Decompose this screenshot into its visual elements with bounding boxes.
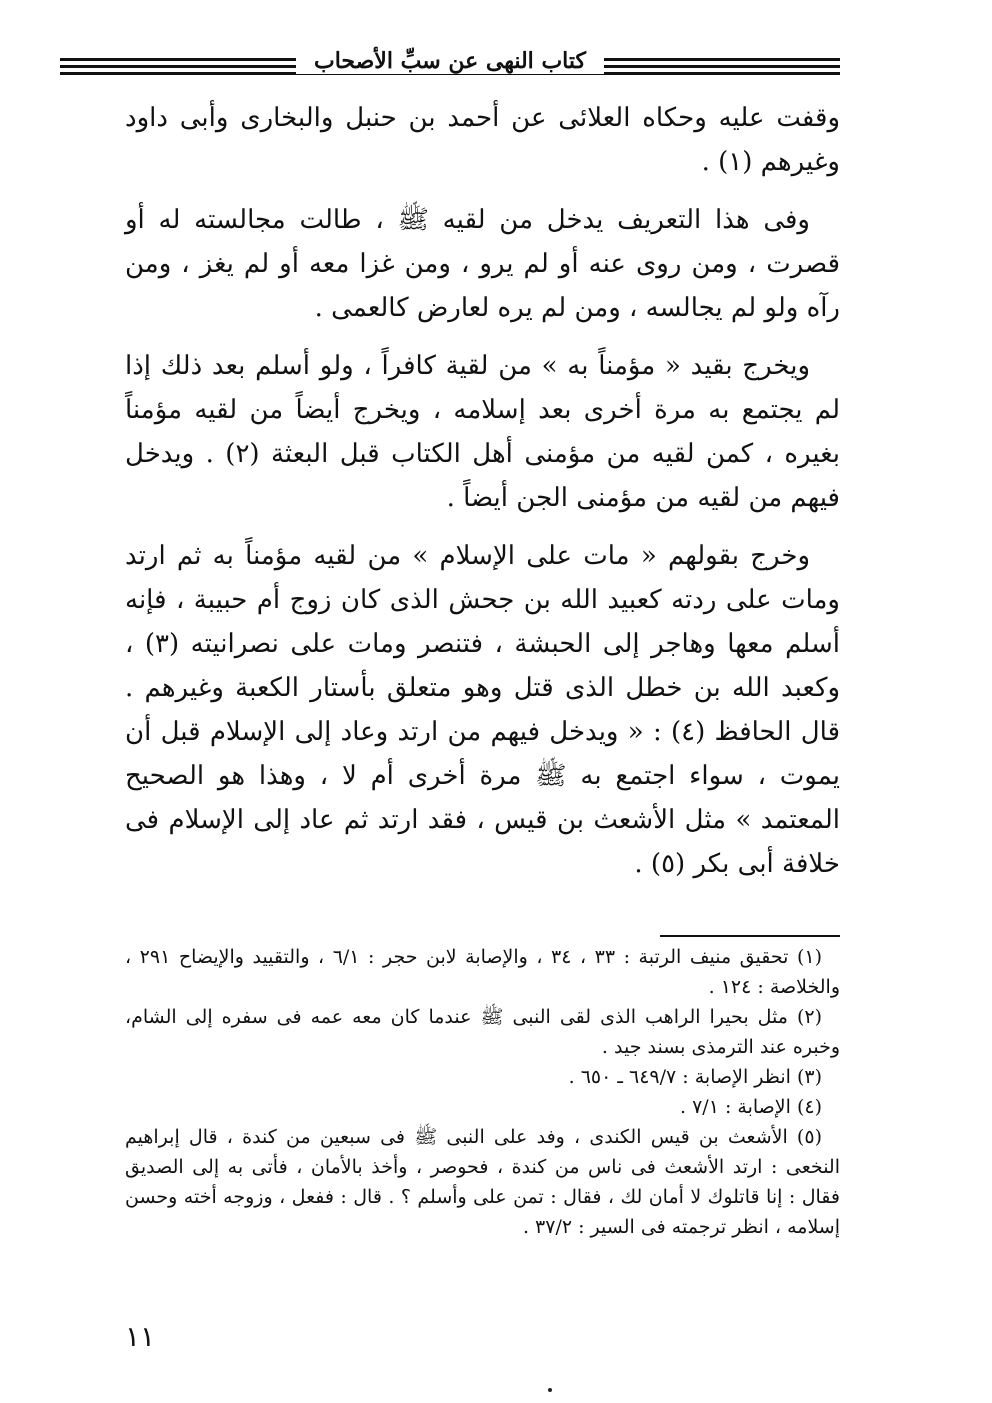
paragraph: ويخرج بقيد « مؤمناً به » من لقية كافراً ، ولو أسلم بعد ذلك إذا لم يجتمع به مرة أخرى بعد إسلامه ، ويخرج أيضاً من لقيه مؤمناً بغيره ، كمن لقيه من مؤمنى أهل الكتاب قبل البعثة (٢) . ويدخل فيهم من لقيه من مؤمنى الجن أيضاً . [125, 351, 840, 513]
running-header [60, 40, 840, 84]
main-text [125, 96, 840, 900]
footnote: (٥) الأشعث بن قيس الكندى ، وفد على النبى ﷺ فى سبعين من كندة ، قال إبراهيم النخعى : ارتد الأشعث فى ناس من كندة ، فحوصر ، وأخذ بالأمان ، فأتى به إلى الصديق فقال : إنا قاتلوك لا أمان لك ، فقال : تمن على وأسلم ؟ . قال : ففعل ، وزوجه أخته وحسن إسلامه ، انظر ترجمته فى السير : ٣٧/٢ . [125, 1126, 840, 1238]
scan-mark [548, 1388, 552, 1392]
page-number: ١١ [125, 1320, 156, 1353]
footnote: (١) تحقيق منيف الرتبة : ٣٣ ، ٣٤ ، والإصابة لابن حجر : ٦/١ ، والتقييد والإيضاح ٢٩١ ، والخلاصة : ١٢٤ . [125, 946, 840, 998]
footnotes [125, 942, 840, 1242]
book-title: كتاب النهى عن سبِّ الأصحاب [296, 48, 604, 74]
footnote: (٣) انظر الإصابة : ٦٤٩/٧ ـ ٦٥٠ . [568, 1066, 822, 1088]
paragraph: وفى هذا التعريف يدخل من لقيه ﷺ ، طالت مجالسته له أو قصرت ، ومن روى عنه أو لم يرو ، ومن غزا معه أو لم يغز ، ومن رآه ولو لم يجالسه ، ومن لم يره لعارض كالعمى . [125, 205, 840, 323]
paragraph: وقفت عليه وحكاه العلائى عن أحمد بن حنبل والبخارى وأبى داود وغيرهم (١) . [125, 103, 840, 177]
footnote: (٤) الإصابة : ٧/١ . [680, 1096, 822, 1118]
footnote: (٢) مثل بحيرا الراهب الذى لقى النبى ﷺ عندما كان معه عمه فى سفره إلى الشام، وخبره عند الترمذى بسند جيد . [125, 1006, 840, 1058]
footnote-separator [660, 935, 840, 937]
paragraph: وخرج بقولهم « مات على الإسلام » من لقيه مؤمناً به ثم ارتد ومات على ردته كعبيد الله بن جحش الذى كان زوج أم حبيبة ، فإنه أسلم معها وهاجر إلى الحبشة ، فتنصر ومات على نصرانيته (٣) ، وكعبد الله بن خطل الذى قتل وهو متعلق بأستار الكعبة وغيرهم . قال الحافظ (٤) : « ويدخل فيهم من ارتد وعاد إلى الإسلام قبل أن يموت ، سواء اجتمع به ﷺ مرة أخرى أم لا ، وهذا هو الصحيح المعتمد » مثل الأشعث بن قيس ، فقد ارتد ثم عاد إلى الإسلام فى خلافة أبى بكر (٥) . [125, 541, 841, 879]
